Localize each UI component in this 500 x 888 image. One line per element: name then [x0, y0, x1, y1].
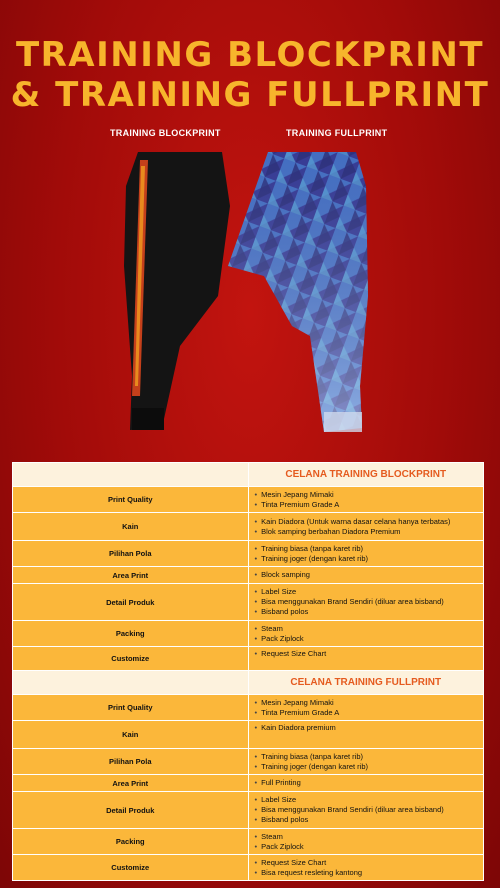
spec-item: • Bisband polos — [255, 815, 478, 825]
spec-item: • Mesin Jepang Mimaki — [255, 490, 478, 500]
pants-product-image — [110, 146, 380, 436]
title-line-1: TRAINING BLOCKPRINT — [15, 35, 485, 75]
spec-item: • Mesin Jepang Mimaki — [255, 698, 478, 708]
spec-item: • Bisa menggunakan Brand Sendiri (diluar area bisband) — [255, 597, 478, 607]
spec-item: • Kain Diadora premium — [255, 723, 478, 733]
spec-item: • Request Size Chart — [255, 858, 478, 868]
spec-item: • Steam — [255, 624, 478, 634]
spec-item: • Steam — [255, 832, 478, 842]
row-label: Print Quality — [13, 695, 249, 721]
spec-item: • Pack Ziplock — [255, 634, 478, 644]
row-label: Customize — [13, 647, 249, 671]
row-label: Area Print — [13, 775, 249, 792]
blockprint-spec-table — [12, 462, 484, 671]
row-label: Customize — [13, 855, 249, 881]
row-label: Packing — [13, 829, 249, 855]
spec-item: • Bisa menggunakan Brand Sendiri (diluar area bisband) — [255, 805, 478, 815]
spec-item: • Tinta Premium Grade A — [255, 708, 478, 718]
spec-item: • Request Size Chart — [255, 649, 478, 659]
row-label: Packing — [13, 621, 249, 647]
spec-item: • Blok samping berbahan Diadora Premium — [255, 527, 478, 537]
spec-item: • Tinta Premium Grade A — [255, 500, 478, 510]
label-blockprint: TRAINING BLOCKPRINT — [110, 128, 221, 138]
spec-item: • Label Size — [255, 587, 478, 597]
row-label: Detail Produk — [13, 792, 249, 829]
spec-item: • Bisa request resleting kantong — [255, 868, 478, 878]
row-label: Area Print — [13, 567, 249, 584]
blockprint-table-header: CELANA TRAINING BLOCKPRINT — [248, 463, 484, 487]
row-label: Pilihan Pola — [13, 541, 249, 567]
row-label: Pilihan Pola — [13, 749, 249, 775]
spec-item: • Training biasa (tanpa karet rib) — [255, 544, 478, 554]
spec-item: • Kain Diadora (Untuk warna dasar celana hanya terbatas) — [255, 517, 478, 527]
fullprint-table-header: CELANA TRAINING FULLPRINT — [248, 671, 484, 695]
row-label: Print Quality — [13, 487, 249, 513]
row-label: Kain — [13, 513, 249, 541]
spec-item: • Full Printing — [255, 778, 478, 788]
row-label: Detail Produk — [13, 584, 249, 621]
spec-item: • Bisband polos — [255, 607, 478, 617]
spec-item: • Block samping — [255, 570, 478, 580]
title-line-2: & TRAINING FULLPRINT — [10, 75, 490, 115]
spec-item: • Label Size — [255, 795, 478, 805]
spec-item: • Pack Ziplock — [255, 842, 478, 852]
spec-item: • Training joger (dengan karet rib) — [255, 762, 478, 772]
spec-item: • Training biasa (tanpa karet rib) — [255, 752, 478, 762]
fullprint-spec-table — [12, 670, 484, 881]
row-label: Kain — [13, 721, 249, 749]
label-fullprint: TRAINING FULLPRINT — [286, 128, 388, 138]
spec-item: • Training joger (dengan karet rib) — [255, 554, 478, 564]
